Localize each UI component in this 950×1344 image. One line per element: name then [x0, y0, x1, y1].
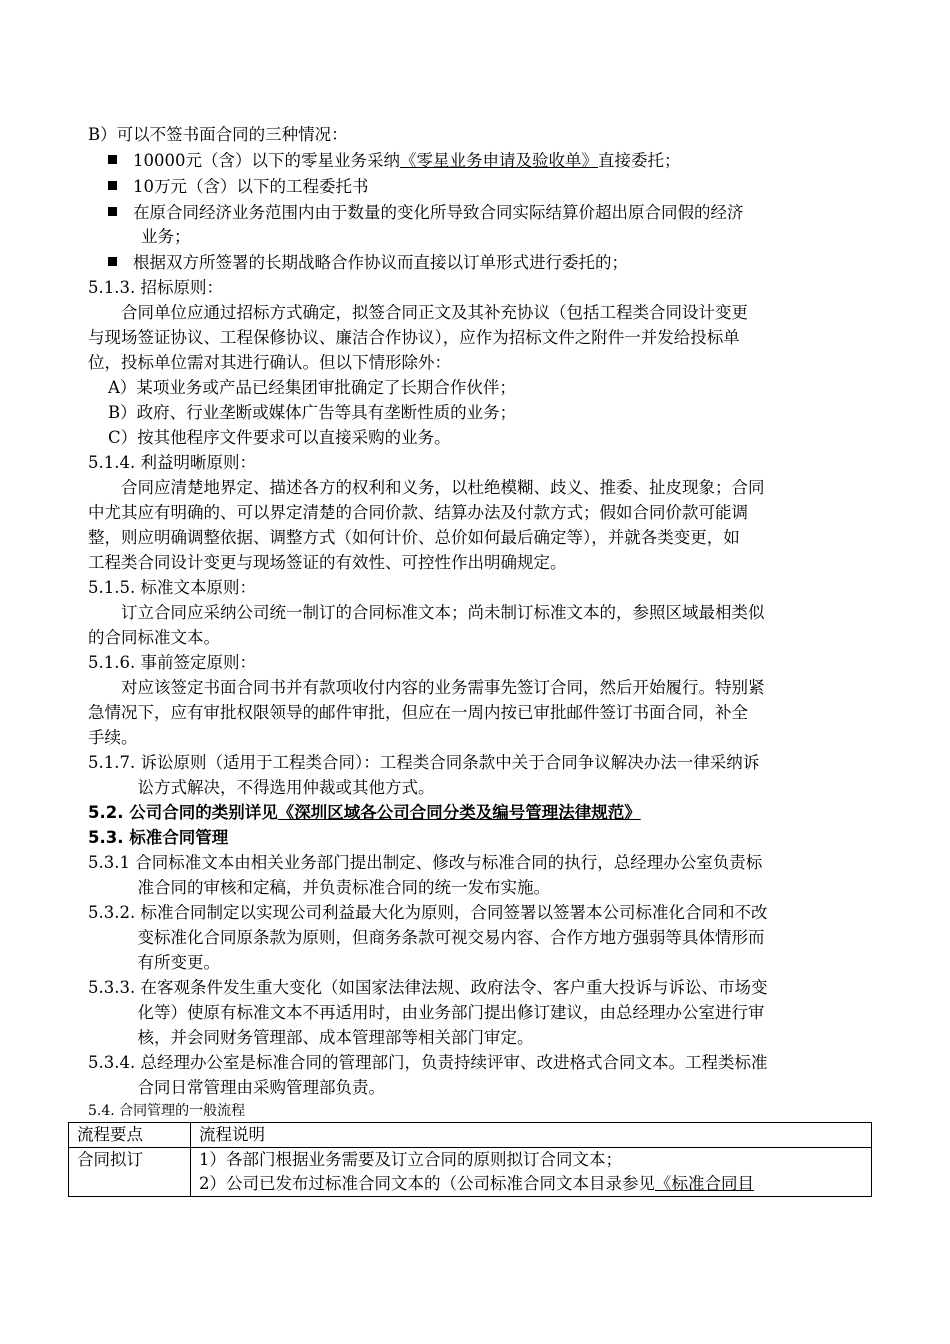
table-row	[69, 1148, 872, 1197]
regulation-link[interactable]: 《深圳区域各公司合同分类及编号管理法律规范》	[277, 803, 641, 822]
paragraph-line: 5.3.4. 总经理办公室是标准合同的管理部门，负责持续评审、改进格式合同文本。工程类标准	[88, 1053, 768, 1072]
paragraph-line: 合同单位应通过招标方式确定，拟签合同正文及其补充协议（包括工程类合同设计变更	[88, 303, 748, 322]
section-title: 5.1.5. 标准文本原则：	[88, 578, 256, 597]
bullet-item-2	[108, 174, 864, 200]
table-cell	[191, 1148, 872, 1197]
cell-line: 1）各部门根据业务需要及订立合同的原则拟订合同文本；	[199, 1150, 622, 1169]
table-header-cell: 流程要点	[69, 1123, 191, 1148]
paragraph-line: 手续。	[88, 728, 138, 747]
bullet-text: 根据双方所签署的长期战略合作协议而直接以订单形式进行委托的；	[133, 253, 628, 272]
table-cell: 合同拟订	[69, 1148, 191, 1197]
paragraph-line: 5.1.7. 诉讼原则（适用于工程类合同）：工程类合同条款中关于合同争议解决办法一律采纳诉	[88, 753, 760, 772]
process-table	[68, 1122, 872, 1197]
paragraph-line: 位，投标单位需对其进行确认。但以下情形除外：	[88, 353, 451, 372]
bullet-text: 10000元（含）以下的零星业务采纳	[133, 151, 400, 170]
table-header-cell: 流程说明	[191, 1123, 872, 1148]
table-header-row	[69, 1123, 872, 1148]
paragraph-line: 5.3.2. 标准合同制定以实现公司利益最大化为原则，合同签署以签署本公司标准化合同和不改	[88, 903, 768, 922]
paragraph-line: 对应该签定书面合同书并有款项收付内容的业务需事先签订合同，然后开始履行。特别紧	[88, 678, 765, 697]
paragraph-line: 中尤其应有明确的、可以界定清楚的合同价款、结算办法及付款方式；假如合同价款可能调	[88, 503, 748, 522]
section-title: 5.1.3. 招标原则：	[88, 278, 223, 297]
paragraph-line: 准合同的审核和定稿，并负责标准合同的统一发布实施。	[88, 878, 550, 897]
bullet-text: 在原合同经济业务范围内由于数量的变化所导致合同实际结算价超出原合同假的经济	[133, 203, 744, 222]
bullet-item-3-cont: 业务；	[141, 227, 191, 246]
square-bullet-icon	[108, 155, 117, 164]
section-title: 5.1.4. 利益明晰原则：	[88, 453, 256, 472]
bullet-item-1	[108, 148, 864, 174]
section-heading-5-2	[88, 800, 864, 826]
paragraph-line: 订立合同应采纳公司统一制订的合同标准文本；尚未制订标准文本的，参照区域最相类似	[88, 603, 765, 622]
paragraph-line: 5.3.1 合同标准文本由相关业务部门提出制定、修改与标准合同的执行，总经理办公室负责标	[88, 853, 763, 872]
section-title: 5.1.6. 事前签定原则：	[88, 653, 256, 672]
paragraph-line: 5.3.3. 在客观条件发生重大变化（如国家法律法规、政府法令、客户重大投诉与诉讼、市场变	[88, 978, 768, 997]
paragraph-line: 的合同标准文本。	[88, 628, 220, 647]
list-item: B）政府、行业垄断或媒体广告等具有垄断性质的业务；	[108, 403, 517, 422]
section-title-5-4: 5.4. 合同管理的一般流程	[88, 1103, 246, 1119]
paragraph-line: 整，则应明确调整依据、调整方式（如何计价、总价如何最后确定等），并就各类变更，如	[88, 528, 740, 547]
paragraph-line: 化等）使原有标准文本不再适用时，由业务部门提出修订建议，由总经理办公室进行审	[88, 1003, 765, 1022]
cell-text: 2）公司已发布过标准合同文本的（公司标准合同文本目录参见	[199, 1174, 655, 1193]
square-bullet-icon	[108, 181, 117, 190]
paragraph-line: 讼方式解决，不得选用仲裁或其他方式。	[88, 778, 435, 797]
paragraph-line: 有所变更。	[88, 953, 220, 972]
bullet-text: 直接委托；	[598, 151, 681, 170]
bullet-item-3	[108, 200, 864, 226]
list-item: C）按其他程序文件要求可以直接采购的业务。	[108, 428, 451, 447]
paragraph-line: 与现场签证协议、工程保修协议、廉洁合作协议），应作为招标文件之附件一并发给投标单	[88, 328, 740, 347]
cell-line	[199, 1172, 863, 1196]
paragraph-line: 合同日常管理由采购管理部负责。	[88, 1078, 385, 1097]
paragraph-line: 变标准化合同原条款为原则，但商务条款可视交易内容、合作方地方强弱等具体情形而	[88, 928, 765, 947]
list-item: A）某项业务或产品已经集团审批确定了长期合作伙伴；	[108, 378, 516, 397]
section-heading-5-3: 5.3. 标准合同管理	[88, 828, 229, 847]
b-heading: B）可以不签书面合同的三种情况：	[88, 125, 348, 144]
bullet-item-4	[108, 250, 864, 276]
bullet-text: 10万元（含）以下的工程委托书	[133, 177, 369, 196]
square-bullet-icon	[108, 207, 117, 216]
paragraph-line: 合同应清楚地界定、描述各方的权利和义务，以杜绝模糊、歧义、推委、扯皮现象；合同	[88, 478, 765, 497]
square-bullet-icon	[108, 257, 117, 266]
form-link[interactable]: 《零星业务申请及验收单》	[400, 151, 598, 170]
heading-text: 5.2. 公司合同的类别详见	[88, 803, 278, 822]
paragraph-line: 核，并会同财务管理部、成本管理部等相关部门审定。	[88, 1028, 534, 1047]
paragraph-line: 工程类合同设计变更与现场签证的有效性、可控性作出明确规定。	[88, 553, 567, 572]
catalog-link[interactable]: 《标准合同目	[655, 1174, 754, 1193]
paragraph-line: 急情况下，应有审批权限领导的邮件审批，但应在一周内按已审批邮件签订书面合同，补全	[88, 703, 748, 722]
